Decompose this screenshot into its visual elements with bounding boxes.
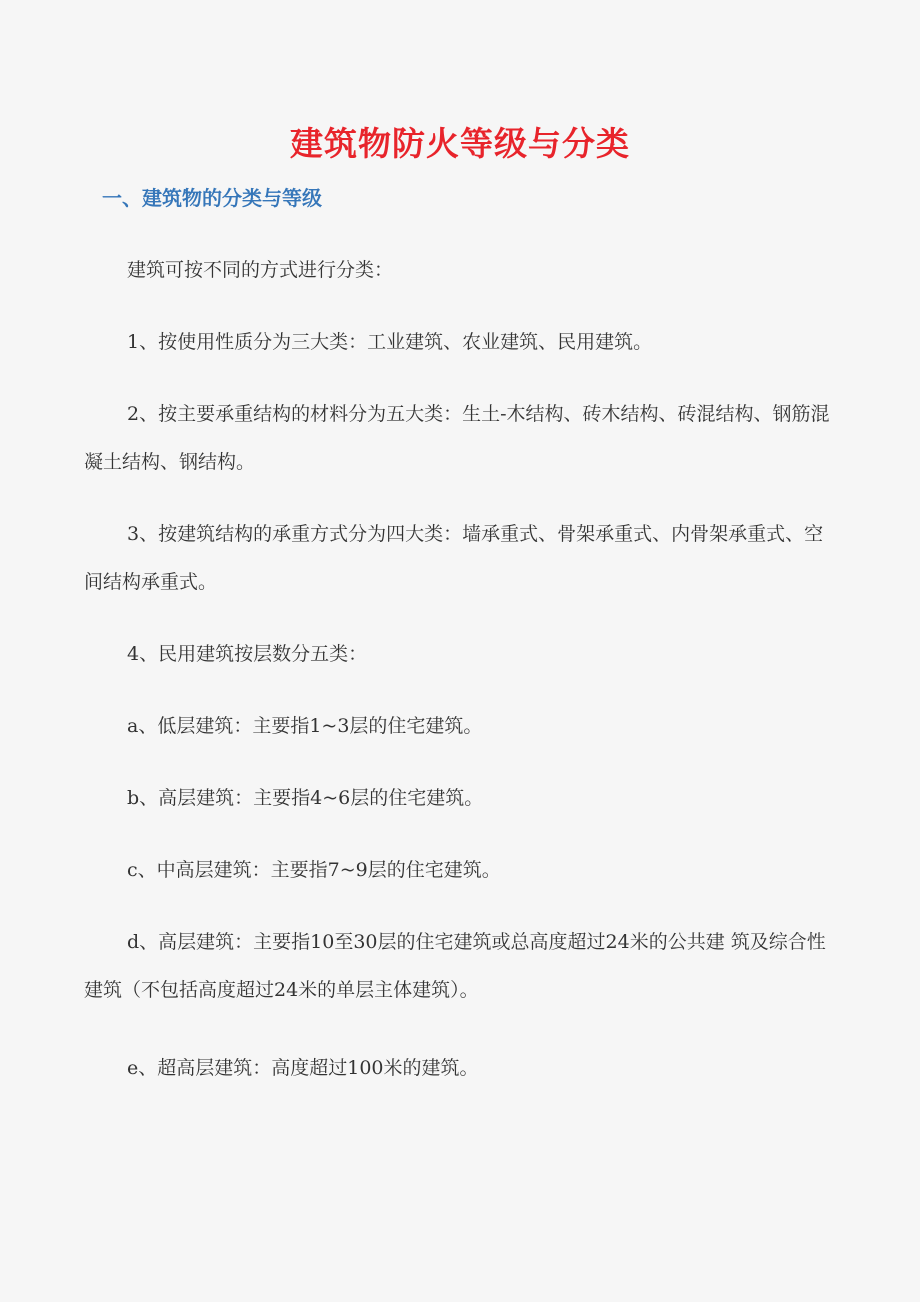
- paragraph-use-classification: 1、按使用性质分为三大类：工业建筑、农业建筑、民用建筑。: [127, 331, 653, 353]
- paragraph-storey-classification: 4、民用建筑按层数分五类：: [127, 643, 368, 665]
- page-title: 建筑物防火等级与分类: [290, 124, 630, 164]
- paragraph-loadbearing-classification: 3、按建筑结构的承重方式分为四大类：墙承重式、骨架承重式、内骨架承重式、空间结构承重式。: [84, 523, 824, 593]
- list-item-multi-storey: b、高层建筑：主要指4~6层的住宅建筑。: [127, 787, 484, 809]
- list-item-high-rise: d、高层建筑：主要指10至30层的住宅建筑或总高度超过24米的公共建 筑及综合性建筑（不包括高度超过24米的单层主体建筑）。: [84, 931, 826, 1001]
- list-item-super-high-rise: e、超高层建筑：高度超过100米的建筑。: [127, 1057, 479, 1079]
- section-heading: 一、建筑物的分类与等级: [102, 186, 322, 210]
- paragraph-intro: 建筑可按不同的方式进行分类：: [127, 259, 394, 281]
- paragraph-material-classification: 2、按主要承重结构的材料分为五大类：生土-木结构、砖木结构、砖混结构、钢筋混凝土结构、钢结构。: [84, 403, 830, 473]
- list-item-low-rise: a、低层建筑：主要指1~3层的住宅建筑。: [127, 715, 483, 737]
- list-item-mid-high-rise: c、中高层建筑：主要指7~9层的住宅建筑。: [127, 859, 501, 881]
